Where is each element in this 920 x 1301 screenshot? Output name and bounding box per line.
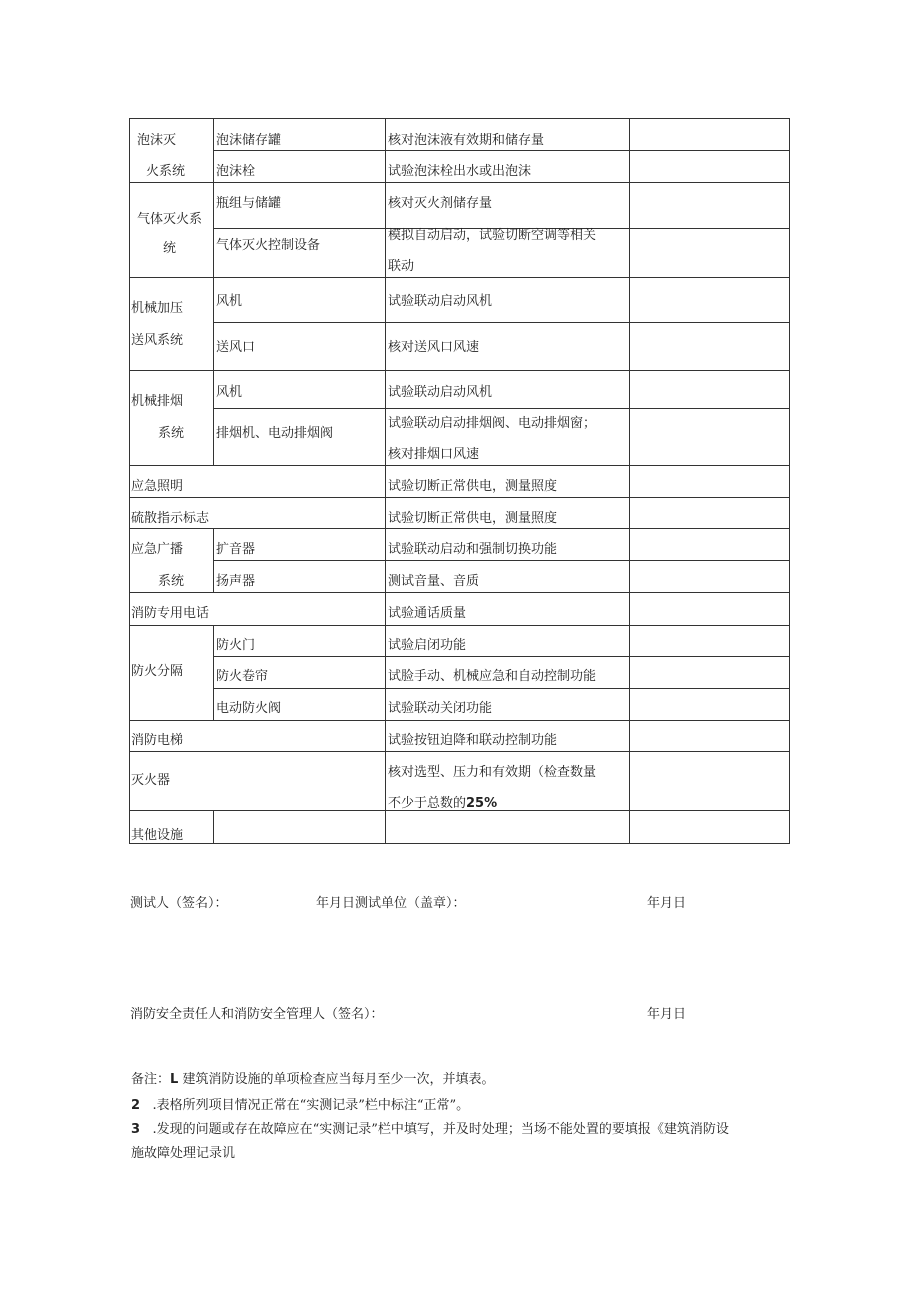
item-gas-control: 气体灭火控制设备 [216,238,321,253]
item-fire-damper: 电动防火阀 [216,701,282,716]
item-emergency-lighting: 应急照明 [131,479,184,494]
test-unit-seal-label: 年月日测试单位（盖章）： [316,896,466,911]
method-evacuation-signs: 试验切断正常供电，测量照度 [388,511,558,526]
item-press-fan: 风机 [216,294,243,309]
group-smoke-line2: 系统 [158,426,185,441]
note-3-line1: 3 .发现的问题或存在故障应在“实测记录”栏中填写，并及时处理；当场不能处置的要填报《建筑消防设 [131,1122,729,1137]
item-fire-shutter: 防火卷帘 [216,669,269,684]
date-label-2: 年月日 [647,1007,687,1022]
group-gas-line2: 统 [163,241,177,256]
item-press-outlet: 送风口 [216,340,256,355]
item-speaker: 扬声器 [216,574,256,589]
method-fire-door: 试验启闭功能 [388,638,467,653]
note-1: 备注：L 建筑消防设施的单项检查应当每月至少一次，并填表。 [131,1072,495,1087]
group-fire-separation: 防火分隔 [131,664,184,679]
method-fire-shutter: 试脸手动、机械应急和自动控制功能 [388,669,597,684]
item-fire-door: 防火门 [216,638,256,653]
method-gas-cylinder: 核对灭火剂储存量 [388,196,493,211]
group-smoke-line1: 机械排烟 [131,394,184,409]
item-smoke-fan: 风机 [216,385,243,400]
note-2: 2 .表格所列项目情况正常在“实测记录”栏中标注“正常”。 [131,1098,470,1113]
item-amplifier: 扩音器 [216,542,256,557]
tester-signature-label: 测试人（签名）： [130,896,228,911]
item-foam-tank: 泡沫储存罐 [216,133,282,148]
method-emergency-lighting: 试验切断正常供电，测量照度 [388,479,558,494]
item-smoke-valve: 排烟机、电动排烟阀 [216,426,334,441]
method-fire-damper: 试验联动关闭功能 [388,701,493,716]
item-other: 其他设施 [131,828,184,843]
group-broadcast-line1: 应急广播 [131,542,184,557]
group-press-line1: 机械加压 [131,301,184,316]
method-extinguisher-line2: 不少于总数的25% [388,796,498,811]
method-smoke-fan: 试验联动启动风机 [388,385,493,400]
item-evacuation-signs: 硫散指示标志 [131,511,210,526]
item-extinguisher: 灭火器 [131,773,171,788]
group-gas-line1: 气体灭火系 [137,212,203,227]
group-foam-line2: 火系统 [146,164,186,179]
item-elevator: 消防电梯 [131,733,184,748]
method-amplifier: 试验联动启动和强制切换功能 [388,542,558,557]
method-smoke-valve-line1: 试验联动启动排烟阀、电动排烟窗； [388,416,597,431]
method-gas-control-line2: 联动 [388,259,415,274]
method-foam-hydrant: 试验泡沫栓出水或出泡沫 [388,164,532,179]
item-foam-hydrant: 泡沫栓 [216,164,256,179]
date-label-1: 年月日 [647,896,687,911]
method-speaker: 测试音量、音质 [388,574,480,589]
method-press-fan: 试验联动启动风机 [388,294,493,309]
method-press-outlet: 核对送风口风速 [388,340,480,355]
method-elevator: 试验按钮迫降和联动控制功能 [388,733,558,748]
method-foam-tank: 核对泡沫液有效期和储存量 [388,133,545,148]
group-foam-line1: 泡沫灭 [137,133,177,148]
group-press-line2: 送风系统 [131,333,184,348]
group-broadcast-line2: 系统 [158,574,185,589]
manager-signature-label: 消防安全责任人和消防安全管理人（签名）： [130,1007,384,1022]
method-phone: 试验通话质量 [388,606,467,621]
item-gas-cylinder: 瓶组与储罐 [216,196,282,211]
method-extinguisher-line1: 核对选型、压力和有效期（检查数量 [388,765,597,780]
item-phone: 消防专用电话 [131,606,210,621]
method-gas-control-line1: 模拟自动启动，试验切断空调等相关 [388,228,597,243]
note-3-line2: 施故障处理记录讥 [131,1146,236,1161]
method-smoke-valve-line2: 核对排烟口风速 [388,447,480,462]
